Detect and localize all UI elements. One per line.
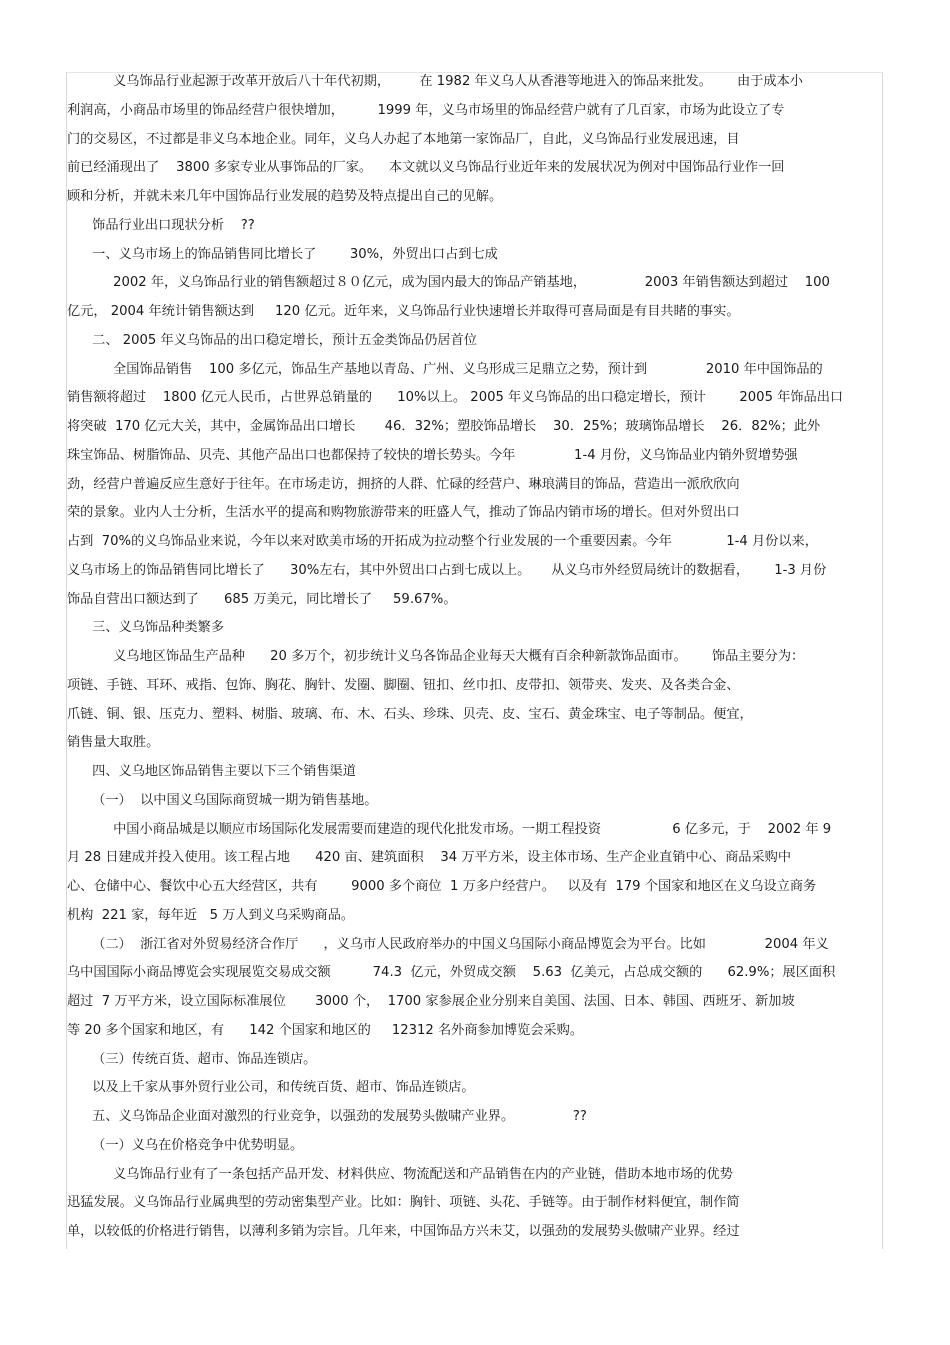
text-line: 2002 年，义乌饰品行业的销售额超过８０亿元，成为国内最大的饰品产销基地， 2003 年销售额达到超过 100	[67, 275, 830, 291]
text-line: 义乌饰品行业有了一条包括产品开发、材料供应、物流配送和产品销售在内的产业链，借助本地市场的优势	[67, 1166, 733, 1182]
text-line: （三）传统百货、超市、饰品连锁店。	[67, 1051, 317, 1067]
text-line: 义乌市场上的饰品销售同比增长了 30%左右，其中外贸出口占到七成以上。 从义乌市外经贸局统计的数据看， 1-3 月份	[67, 562, 827, 578]
text-line: 饰品行业出口现状分析 ??	[67, 217, 255, 233]
text-line: 全国饰品销售 100 多亿元，饰品生产基地以青岛、广州、义乌形成三足鼎立之势，预计到 2010 年中国饰品的	[67, 361, 823, 377]
text-line: 单，以较低的价格进行销售，以薄利多销为宗旨。几年来，中国饰品方兴未艾，以强劲的发展势头傲啸产业界。经过	[67, 1224, 740, 1239]
text-line: 超过 7 万平方米，设立国际标准展位 3000 个， 1700 家参展企业分别来自美国、法国、日本、韩国、西班牙、新加坡	[67, 994, 795, 1009]
text-line: 二、 2005 年义乌饰品的出口稳定增长，预计五金类饰品仍居首位	[67, 332, 477, 348]
text-line: 爪链、铜、银、压克力、塑料、树脂、玻璃、布、木、石头、珍珠、贝壳、皮、宝石、黄金珠宝、电子等制品。便宜，	[67, 706, 753, 722]
text-line: 劲，经营户普遍反应生意好于往年。在市场走访，拥挤的人群、忙碌的经营户、琳琅满目的饰品，营造出一派欣欣向	[67, 476, 740, 492]
text-line: 中国小商品城是以顺应市场国际化发展需要而建造的现代化批发市场。一期工程投资 6 亿多元，于 2002 年 9	[67, 821, 832, 837]
text-line: 饰品自营出口额达到了 685 万美元，同比增长了 59.67%。	[67, 591, 457, 607]
text-line: 珠宝饰品、树脂饰品、贝壳、其他产品出口也都保持了较快的增长势头。今年 1-4 月份，义乌饰品业内销外贸增势强	[67, 447, 798, 463]
text-line: 机构 221 家，每年近 5 万人到义乌采购商品。	[67, 907, 355, 923]
text-line: 五、义乌饰品企业面对激烈的行业竞争，以强劲的发展势头傲啸产业界。 ??	[67, 1109, 587, 1124]
text-line: 心、仓储中心、餐饮中心五大经营区，共有 9000 多个商位 1 万多户经营户。 以及有 179 个国家和地区在义乌设立商务	[67, 879, 817, 894]
text-line: 门的交易区，不过都是非义乌本地企业。同年，义乌人办起了本地第一家饰品厂，自此，义乌饰品行业发展迅速，目	[67, 131, 740, 147]
text-line: 乌中国国际小商品博览会实现展览交易成交额 74.3 亿元，外贸成交额 5.63 亿美元，占总成交额的 62.9%；展区面积	[67, 965, 836, 981]
text-line: （一） 以中国义乌国际商贸城一期为销售基地。	[67, 792, 378, 808]
text-line: 义乌饰品行业起源于改革开放后八十年代初期， 在 1982 年义乌人从香港等地进入的饰品来批发。 由于成本小	[67, 74, 803, 89]
text-line: 四、义乌地区饰品销售主要以下三个销售渠道	[67, 764, 356, 779]
text-line: （一）义乌在价格竞争中优势明显。	[67, 1137, 304, 1153]
text-line: 顾和分析，并就未来几年中国饰品行业发展的趋势及特点提出自己的见解。	[67, 189, 503, 204]
text-line: 销售量大取胜。	[67, 735, 160, 751]
text-line: 月 28 日建成并投入使用。该工程占地 420 亩、建筑面积 34 万平方米，设主体市场、生产企业直销中心、商品采购中	[67, 850, 792, 866]
text-line: 以及上千家从事外贸行业公司，和传统百货、超市、饰品连锁店。	[67, 1080, 475, 1096]
text-line: 一、义乌市场上的饰品销售同比增长了 30%，外贸出口占到七成	[67, 246, 498, 262]
text-line: 三、义乌饰品种类繁多	[67, 620, 225, 636]
text-line: 将突破 170 亿元大关，其中，金属饰品出口增长 46．32%；塑胶饰品增长 30．25%；玻璃饰品增长 26．82%；此外	[67, 419, 821, 434]
text-line: （二） 浙江省对外贸易经济合作厅 ，义乌市人民政府举办的中国义乌国际小商品博览会为平台。比如 2004 年义	[67, 936, 829, 952]
text-line: 迅猛发展。义乌饰品行业属典型的劳动密集型产业。比如：胸针、项链、头花、手链等。由于制作材料便宜，制作简	[67, 1195, 740, 1211]
text-line: 前已经涌现出了 3800 多家专业从事饰品的厂家。 本文就以义乌饰品行业近年来的发展状况为例对中国饰品行业作一回	[67, 160, 785, 176]
text-line: 荣的景象。业内人士分析，生活水平的提高和购物旅游带来的旺盛人气，推动了饰品内销市场的增长。但对外贸出口	[67, 505, 740, 521]
text-line: 等 20 多个国家和地区，有 142 个国家和地区的 12312 名外商参加博览会采购。	[67, 1022, 584, 1038]
text-line: 销售额将超过 1800 亿元人民币，占世界总销量的 10%以上。 2005 年义乌饰品的出口稳定增长，预计 2005 年饰品出口	[67, 390, 844, 406]
text-line: 占到 70%的义乌饰品业来说，今年以来对欧美市场的开拓成为拉动整个行业发展的一个重要因素。今年 1-4 月份以来，	[67, 534, 818, 549]
text-line: 亿元， 2004 年统计销售额达到 120 亿元。近年来，义乌饰品行业快速增长并取得可喜局面是有目共睹的事实。	[67, 304, 740, 319]
text-line: 利润高，小商品市场里的饰品经营户很快增加， 1999 年，义乌市场里的饰品经营户就有了几百家，市场为此设立了专	[67, 102, 785, 118]
text-line: 项链、手链、耳环、戒指、包饰、胸花、胸针、发圈、脚圈、钮扣、丝巾扣、皮带扣、领带夹、发夹、及各类合金、	[67, 677, 740, 693]
text-line: 义乌地区饰品生产品种 20 多万个，初步统计义乌各饰品企业每天大概有百余种新款饰品面市。 饰品主要分为：	[67, 649, 805, 664]
